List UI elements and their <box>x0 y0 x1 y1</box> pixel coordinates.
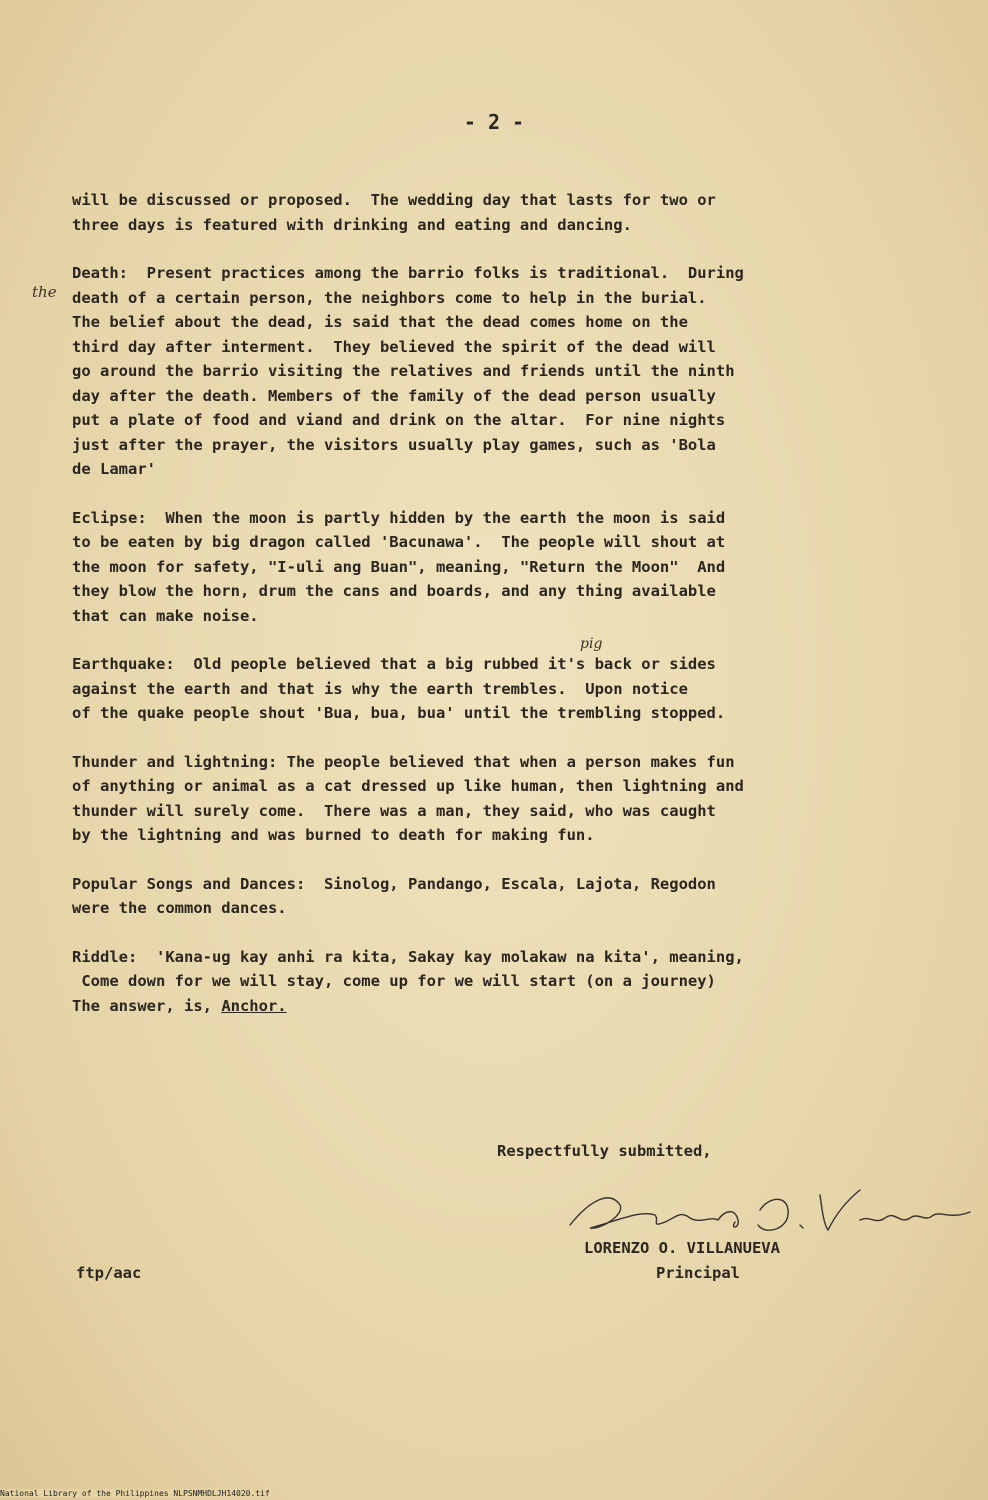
text-line: thunder will surely come. There was a man, they said, who was caught <box>72 801 716 820</box>
text-line: will be discussed or proposed. The wedding day that lasts for two or <box>72 191 716 209</box>
text-line: the moon for safety, "I-uli ang Buan", meaning, "Return the Moon" And <box>72 557 726 576</box>
paragraph <box>72 188 952 237</box>
text-line: three days is featured with drinking and eating and dancing. <box>72 215 632 234</box>
text-line: Earthquake: Old people believed that a big rubbed it's back or sides <box>72 655 716 673</box>
text-line: death of a certain person, the neighbors come to help in the burial. <box>72 288 707 307</box>
paragraph <box>72 872 952 921</box>
text-line: Thunder and lightning: The people believed that when a person makes fun <box>72 752 735 771</box>
handwritten-insertion: pig <box>580 636 603 652</box>
page-number: - 2 - <box>463 110 525 134</box>
paragraph <box>72 261 952 482</box>
signer-title: Principal <box>656 1264 740 1282</box>
signer-name: LORENZO O. VILLANUEVA <box>584 1239 780 1257</box>
typist-initials: ftp/aac <box>76 1264 142 1282</box>
text-line: of anything or animal as a cat dressed up like human, then lightning and <box>72 777 744 795</box>
text-line: that can make noise. <box>72 606 259 625</box>
text-line: just after the prayer, the visitors usually play games, such as 'Bola <box>72 435 716 454</box>
text-line: The belief about the dead, is said that the dead comes home on the <box>72 313 688 331</box>
text-line: day after the death. Members of the family of the dead person usually <box>72 386 716 405</box>
text-line: Riddle: 'Kana-ug kay anhi ra kita, Sakay kay molakaw na kita', meaning, <box>72 947 744 966</box>
text-line: to be eaten by big dragon called 'Bacunawa'. The people will shout at <box>72 533 726 551</box>
text-line <box>72 994 952 1019</box>
text-line: by the lightning and was burned to death for making fun. <box>72 826 595 844</box>
text-line: of the quake people shout 'Bua, bua, bua' until the trembling stopped. <box>72 704 726 722</box>
text-line: third day after interment. They believed the spirit of the dead will <box>72 337 716 356</box>
text-line: Eclipse: When the moon is partly hidden by the earth the moon is said <box>72 508 726 527</box>
paragraph <box>72 506 952 629</box>
text-line: were the common dances. <box>72 899 287 917</box>
text-line: Death: Present practices among the barrio folks is traditional. During <box>72 264 744 282</box>
text-line: de Lamar' <box>72 460 156 478</box>
archive-footer: National Library of the Philippines NLPSNMHDLJH14020.tif <box>0 1489 270 1498</box>
paragraph <box>72 945 952 1019</box>
text-line: they blow the horn, drum the cans and boards, and any thing available <box>72 582 716 600</box>
text-line: Come down for we will stay, come up for we will start (on a journey) <box>72 972 716 990</box>
closing-salutation: Respectfully submitted, <box>497 1142 712 1160</box>
paragraph <box>72 652 952 726</box>
text-line: Popular Songs and Dances: Sinolog, Pandango, Escala, Lajota, Regodon <box>72 874 716 893</box>
text-line: put a plate of food and viand and drink on the altar. For nine nights <box>72 411 726 429</box>
text-line: go around the barrio visiting the relatives and friends until the ninth <box>72 362 735 380</box>
document-body <box>72 188 952 1042</box>
text-line-lead: The answer, is, <box>72 996 222 1015</box>
riddle-answer: Anchor. <box>221 996 287 1015</box>
paragraph <box>72 750 952 848</box>
text-line: against the earth and that is why the earth trembles. Upon notice <box>72 679 688 698</box>
handwritten-margin-note: the <box>32 283 57 301</box>
